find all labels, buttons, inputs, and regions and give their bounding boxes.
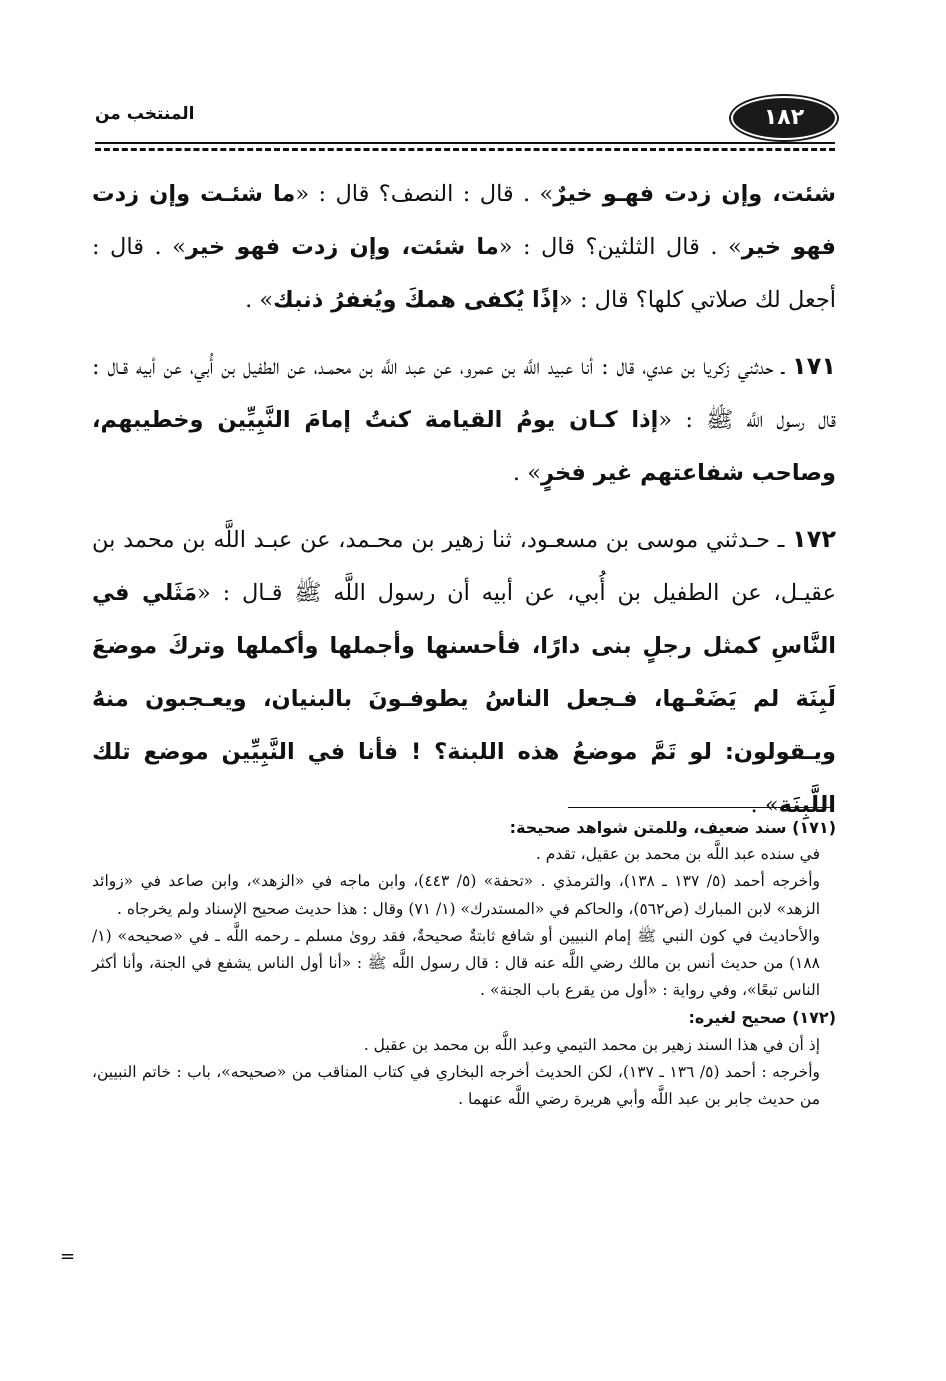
footnote-172-line: وأخرجه : أحمد (٥/ ١٣٦ ـ ١٣٧)، لكن الحديث أخرجه البخاري في كتاب المناقب من «صحيحه»، باب : خاتم النبيين، من حديث جابر بن عبد اللَّه وأبي هريرة رضي اللَّه عنهما . xyxy=(92,1062,820,1109)
hadith-quote: ما شئت، وإن زدت فهو خير xyxy=(185,234,499,260)
footnote-separator xyxy=(568,807,834,808)
paragraph-continuation xyxy=(92,168,836,327)
continuation-mark: = xyxy=(60,1246,76,1267)
hadith-quote: ما شئـت وإن زدت فهو خير xyxy=(92,181,836,260)
hadith-quote: إذًا يُكفى همكَ ويُغفرُ ذنبك xyxy=(273,287,560,313)
hadith-quote: شئت، وإن زدت فهـو خيرٌ xyxy=(553,181,836,207)
isnad-text: ـ حـدثني موسى بن مسعـود، ثنا زهير بن محـمد، عن عبـد اللَّه بن محمد بن عقيـل، عن الطفيل بن أُبي، عن أبيه أن رسول اللَّه ﷺ قـال : « xyxy=(92,527,836,606)
isnad-text: ـ حدثني زكريا بن عدي، قال : أنا عبيد اللَّه بن عمرو، عن عبد اللَّه بن محمـد، عن الطفيل بن أُبي، عن أبيه قـال : قال رسول اللَّه ﷺ : « xyxy=(92,354,836,433)
hadith-quote: إذا كـان يومُ القيامة كنتُ إمامَ النَّبِيِّين وخطيبهم، وصاحب شفاعتهم غير فخرٍ xyxy=(92,407,836,486)
hadith-number: ١٧٢ xyxy=(792,525,836,553)
page-header xyxy=(95,98,835,146)
footnote-171-line: في سنده عبد اللَّه بن محمد بن عقيل، تقدم . xyxy=(535,845,820,864)
footnote-172-heading: (١٧٢) صحيح لغيره: xyxy=(688,1008,836,1028)
hadith-171 xyxy=(92,340,836,500)
footnotes xyxy=(92,814,836,1113)
narration-text: » . قال : أجعل لك صلاتي كلها؟ قال : « xyxy=(92,234,836,313)
footnote-172-line: إذ أن في هذا السند زهير بن محمد التيمي وعبد اللَّه بن محمد بن عقيل . xyxy=(363,1035,820,1054)
hadith-172 xyxy=(92,513,836,832)
footnote-171-line: وأخرجه أحمد (٥/ ١٣٧ ـ ١٣٨)، والترمذي . «تحفة» (٥/ ٤٤٣)، وابن ماجه في «الزهد»، وابن صاعد في «زوائد الزهد» لابن المبارك (ص٥٦٢)، والحاكم في «المستدرك» (١/ ٧١) وقال : هذا حديث صحيح الإسناد ولم يخرجاه . xyxy=(92,872,821,918)
page-number-badge: ١٨٢ xyxy=(733,98,835,138)
footnote-171-heading: (١٧١) سند ضعيف، وللمتن شواهد صحيحة: xyxy=(509,818,836,837)
narration-text: » . قال : النصف؟ قال : « xyxy=(295,181,554,207)
header-rule xyxy=(95,142,835,144)
header-dashed-rule xyxy=(95,148,835,151)
hadith-number: ١٧١ xyxy=(792,352,836,380)
narration-text: » . xyxy=(750,792,779,818)
main-text xyxy=(92,168,836,832)
narration-text: » . xyxy=(245,287,274,313)
running-title: المنتخب من xyxy=(95,104,195,124)
narration-text: » . قال الثلثين؟ قال : « xyxy=(498,234,742,260)
footnote-171-line: والأحاديث في كون النبي ﷺ إمام النبيين أو شافع ثابتةٌ صحيحةٌ، فقد روىٰ مسلم ـ رحمه اللَّه ـ في «صحيحه» (١/ ١٨٨) من حديث أنس بن مالك رضي اللَّه عنه قال : قال رسول اللَّه ﷺ : «أنا أول الناس يشفع في الجنة، وأنا أكثر الناس تبعًا»، وفي رواية : «أول من يقرع باب الجنة» . xyxy=(92,926,820,1000)
narration-text: » . xyxy=(512,460,541,486)
hadith-quote: مَثَلي في النَّاسِ كمثل رجلٍ بنى دارًا، فأحسنها وأجملها وأكملها وتركَ موضعَ لَبِنَة لم يَضَعْـها، فـجعل الناسُ يطوفـونَ بالبنيان، ويعـجبون منهُ ويـقولون: لو تَمَّ موضعُ هذه اللبنة؟ ! فأنا في النَّبِيِّين موضع تلك اللَّبِنَة xyxy=(92,580,836,818)
